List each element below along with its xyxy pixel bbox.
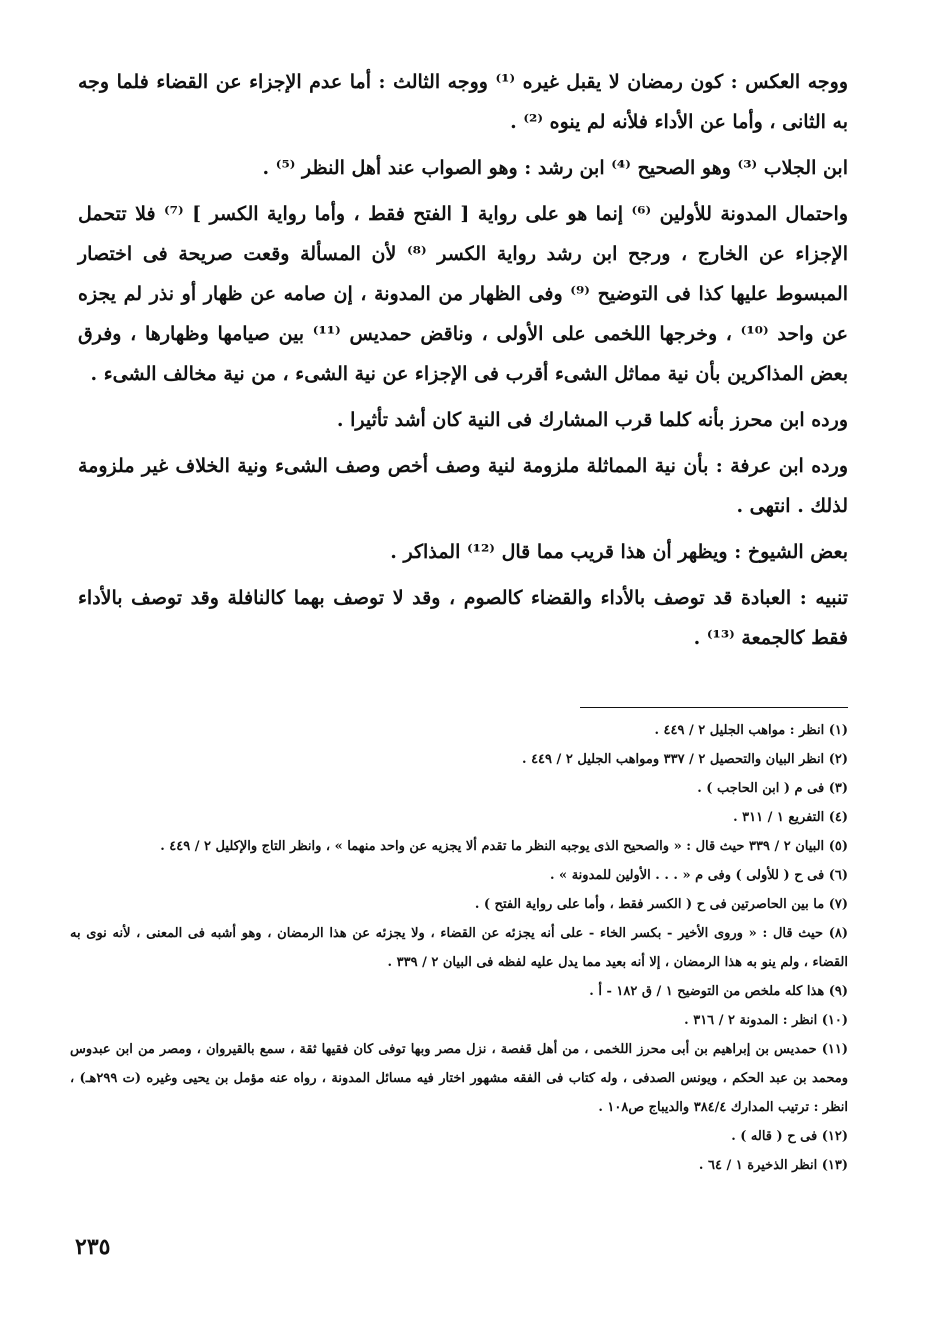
footnote-divider xyxy=(580,707,848,708)
footnote: (١٠) انظر : المدونة ٢ / ٣١٦ . xyxy=(684,1013,848,1028)
footnote: (٨) حيث قال : « وروى الأخير - بكسر الخاء - على أنه يجزئه عن القضاء ، ولا يجزئه عن هذا الرمضان ، وهو أشبه فى المعنى ، لأنه نوى به القضاء ، ولم ينو به هذا الرمضان ، إلا أنه بعيد مما يدل عليه لفظه فى البيان ٢ / ٣٣٩ . xyxy=(70,926,848,970)
footnote: (٢) انظر البيان والتحصيل ٢ / ٣٣٧ ومواهب الجليل ٢ / ٤٤٩ . xyxy=(522,752,848,767)
footnote: (٧) ما بين الحاصرتين فى ح ( الكسر فقط ، وأما على رواية الفتح ) . xyxy=(474,897,848,912)
footnote: (٤) التفريع ١ / ٣١١ . xyxy=(733,810,848,825)
footnote: (١) انظر : مواهب الجليل ٢ / ٤٤٩ . xyxy=(654,723,848,738)
main-text xyxy=(78,62,848,664)
paragraph: ووجه العكس : كون رمضان لا يقبل غيره ⁽¹⁾ ووجه الثالث : أما عدم الإجزاء عن القضاء فلما وجه به الثانى ، وأما عن الأداء فلأنه لم ينوه ⁽²⁾ . xyxy=(78,71,848,133)
paragraph: تنبيه : العبادة قد توصف بالأداء والقضاء كالصوم ، وقد لا توصف بهما كالنافلة وقد توصف بالأداء فقط كالجمعة ⁽¹³⁾ . xyxy=(78,587,848,649)
paragraph: ورده ابن عرفة : بأن نية المماثلة ملزومة لنية وصف أخص وصف الشىء ونية الخلاف غير ملزومة لذلك . انتهى . xyxy=(78,455,848,517)
footnote: (١٣) انظر الذخيرة ١ / ٦٤ . xyxy=(698,1158,848,1173)
paragraph: ورده ابن محرز بأنه كلما قرب المشارك فى النية كان أشد تأثيرا . xyxy=(336,409,848,431)
footnote: (٣) فى م ( ابن الحاجب ) . xyxy=(697,781,848,796)
footnote: (٦) فى ح ( للأولى ) وفى م « . . . الأولين للمدونة » . xyxy=(550,868,848,883)
paragraph: ابن الجلاب ⁽³⁾ وهو الصحيح ⁽⁴⁾ ابن رشد : وهو الصواب عند أهل النظر ⁽⁵⁾ . xyxy=(262,157,848,179)
footnote: (٥) البيان ٢ / ٣٣٩ حيث قال : « والصحيح الذى يوجبه النظر ما تقدم ألا يجزيه عن واحد منهما » ، وانظر التاج والإكليل ٢ / ٤٤٩ . xyxy=(160,839,848,854)
paragraph: بعض الشيوخ : ويظهر أن هذا قريب مما قال ⁽¹²⁾ المذاكر . xyxy=(390,541,848,563)
footnote: (١٢) فى ح ( قاله ) . xyxy=(731,1129,848,1144)
footnote: (١١) حمديس بن إبراهيم بن أبى محرز اللخمى ، من أهل قفصة ، نزل مصر وبها توفى كان فقيها ثقة ، سمع بالقيروان ، ومصر من ابن عبدوس ومحمد بن عبد الحكم ، ويونس الصدفى ، وله كتاب فى الفقه مشهور اختار فيه مسائل المدونة ، رواه عنه مؤمل بن يحيى وغيره (ت ٢٩٩هـ) ، انظر : ترتيب المدارك ٣٨٤/٤ والديباج ص١٠٨ . xyxy=(70,1042,848,1115)
footnote: (٩) هذا كله ملخص من التوضيح ١ / ق ١٨٢ - أ . xyxy=(589,984,848,999)
footnotes xyxy=(70,716,848,1180)
page-number: ٢٣٥ xyxy=(75,1234,111,1260)
paragraph: واحتمال المدونة للأولين ⁽⁶⁾ إنما هو على رواية [ الفتح فقط ، وأما رواية الكسر ] ⁽⁷⁾ فلا تتحمل الإجزاء عن الخارج ، ورجح ابن رشد رواية الكسر ⁽⁸⁾ لأن المسألة وقعت صريحة فى اختصار المبسوط عليها كذا فى التوضيح ⁽⁹⁾ وفى الظهار من المدونة ، إن صامه عن ظهار أو نذر لم يجزه عن واحد ⁽¹⁰⁾ ، وخرجها اللخمى على الأولى ، وناقض حمديس ⁽¹¹⁾ بين صيامها وظهارها ، وفرق بعض المذاكرين بأن نية مماثل الشىء أقرب فى الإجزاء عن نية الشىء ، من نية مخالف الشىء . xyxy=(78,203,848,385)
